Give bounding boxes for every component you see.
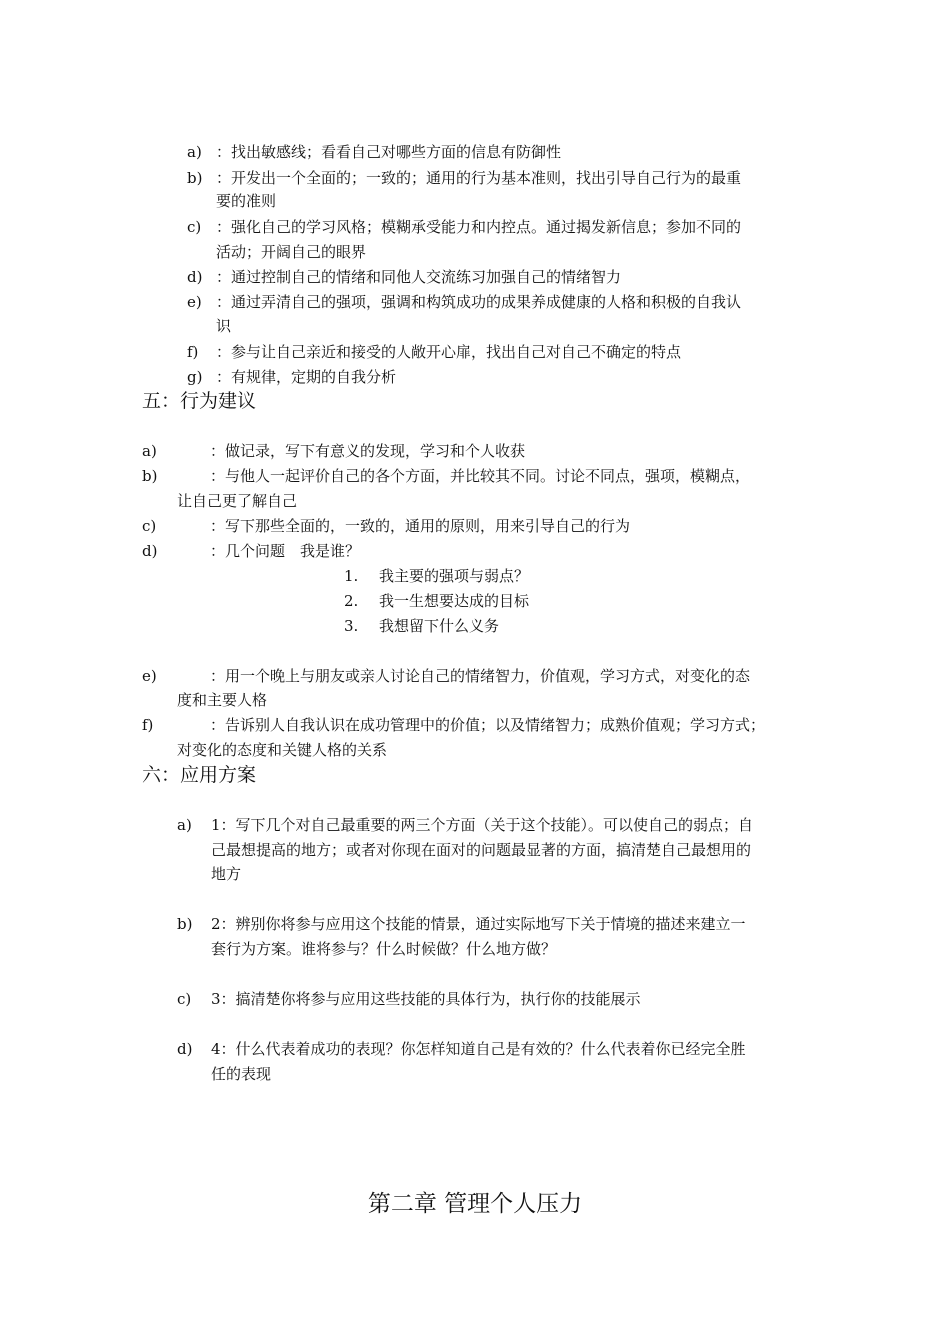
list-item-label: a) [142,442,157,460]
list-item-text: 4：什么代表着成功的表现？你怎样知道自己是有效的？什么代表着你已经完全胜 [211,1040,746,1058]
question-number: 3. [344,617,359,635]
list-item-text: 己最想提高的地方；或者对你现在面对的问题最显著的方面，搞清楚自己最想用的 [211,841,752,859]
list-item-label: c) [177,990,192,1008]
list-item-text: 度和主要人格 [177,691,268,709]
list-item-text: 套行为方案。谁将参与？什么时候做？什么地方做？ [211,940,557,958]
list-item-text: 识 [216,317,232,335]
list-item-text: ：强化自己的学习风格；模糊承受能力和内控点。通过揭发新信息；参加不同的 [216,218,742,236]
list-item-label: e) [142,667,157,685]
list-item-text: ：用一个晚上与朋友或亲人讨论自己的情绪智力，价值观，学习方式，对变化的态 [210,667,751,685]
list-item-label: b) [177,915,193,933]
section-heading-5: 五：行为建议 [142,390,257,412]
list-item-label: c) [142,517,157,535]
list-item-label: g) [187,368,203,386]
list-item-text: 1：写下几个对自己最重要的两三个方面（关于这个技能）。可以使自己的弱点；自 [211,816,754,834]
list-item-text: ：做记录，写下有意义的发现，学习和个人收获 [210,442,526,460]
list-item-label: d) [142,542,158,560]
list-item-text: ：有规律，定期的自我分析 [216,368,397,386]
list-item-label: d) [187,268,203,286]
question-number: 2. [344,592,359,610]
list-item-label: f) [187,343,199,361]
list-item-text: ：通过弄清自己的强项，强调和构筑成功的成果养成健康的人格和积极的自我认 [216,293,742,311]
list-item-label: b) [187,169,203,187]
list-item-text: ：写下那些全面的，一致的，通用的原则，用来引导自己的行为 [210,517,631,535]
list-item-text: 3：搞清楚你将参与应用这些技能的具体行为，执行你的技能展示 [211,990,641,1008]
list-item-text: 对变化的态度和关键人格的关系 [177,741,388,759]
list-item-label: d) [177,1040,193,1058]
list-item-text: 让自己更了解自己 [177,492,298,510]
list-item-text: 2：辨别你将参与应用这个技能的情景，通过实际地写下关于情境的描述来建立一 [211,915,746,933]
list-item-text: ：找出敏感线；看看自己对哪些方面的信息有防御性 [216,143,562,161]
list-item-text: 任的表现 [211,1065,272,1083]
list-item-text: ：告诉别人自我认识在成功管理中的价值；以及情绪智力；成熟价值观；学习方式； [210,716,766,734]
list-item-text: ：几个问题 我是谁？ [210,542,361,560]
list-item-label: b) [142,467,158,485]
chapter-title: 第二章 管理个人压力 [367,1191,583,1217]
list-item-label: a) [187,143,202,161]
question-text: 我一生想要达成的目标 [379,592,530,610]
list-item-text: 要的准则 [216,192,277,210]
list-item-text: 活动；开阔自己的眼界 [216,243,367,261]
list-item-text: ：参与让自己亲近和接受的人敞开心扉，找出自己对自己不确定的特点 [216,343,682,361]
question-text: 我主要的强项与弱点？ [379,567,530,585]
list-item-text: ：开发出一个全面的；一致的；通用的行为基本准则，找出引导自己行为的最重 [216,169,742,187]
section-heading-6: 六：应用方案 [142,764,257,786]
list-item-label: f) [142,716,154,734]
list-item-label: c) [187,218,202,236]
list-item-label: e) [187,293,202,311]
list-item-text: 地方 [211,865,242,883]
list-item-text: ：与他人一起评价自己的各个方面，并比较其不同。讨论不同点，强项，模糊点， [210,467,751,485]
question-text: 我想留下什么义务 [379,617,500,635]
list-item-text: ：通过控制自己的情绪和同他人交流练习加强自己的情绪智力 [216,268,622,286]
list-item-label: a) [177,816,192,834]
question-number: 1. [344,567,359,585]
